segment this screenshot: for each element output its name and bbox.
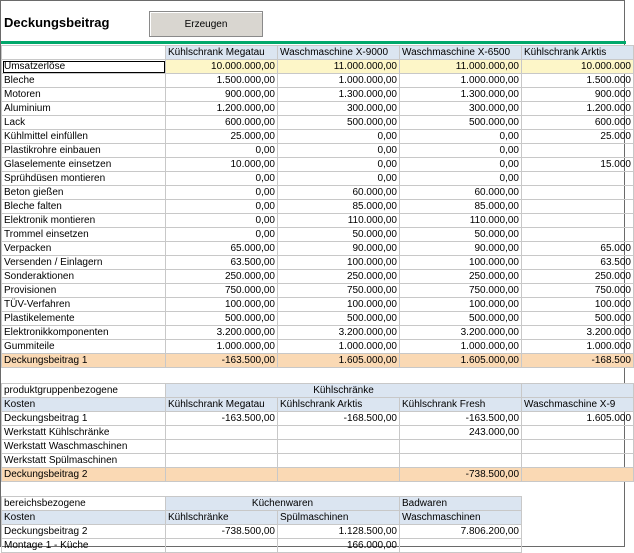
table-row	[2, 525, 522, 539]
group-header: Küchenwaren	[166, 497, 400, 511]
value-cell[interactable]: 500.000,00	[166, 312, 278, 326]
product-group-table	[1, 383, 634, 482]
value-cell[interactable]: 100.000,00	[278, 298, 400, 312]
total-cell[interactable]: -168.500	[522, 354, 634, 368]
value-cell[interactable]: 7.806.200,00	[400, 525, 522, 539]
value-cell[interactable]: 1.000.000	[522, 340, 634, 354]
value-cell[interactable]: 10.000.000,00	[166, 60, 278, 74]
value-cell[interactable]: 0,00	[166, 186, 278, 200]
column-header: Kühlschrank Arktis	[278, 398, 400, 412]
total-cell[interactable]: -163.500,00	[166, 354, 278, 368]
table-row	[2, 256, 634, 270]
value-cell[interactable]: 500.000,00	[278, 116, 400, 130]
value-cell[interactable]: 750.000,00	[278, 284, 400, 298]
row-label[interactable]: Deckungsbeitrag 1	[2, 412, 166, 426]
value-cell[interactable]: 300.000,00	[400, 102, 522, 116]
row-label[interactable]: Verpacken	[2, 242, 166, 256]
value-cell[interactable]: 85.000,00	[278, 200, 400, 214]
value-cell[interactable]: 11.000.000,00	[400, 60, 522, 74]
value-cell[interactable]	[522, 200, 634, 214]
value-cell[interactable]: 300.000,00	[278, 102, 400, 116]
value-cell[interactable]: 750.000,00	[166, 284, 278, 298]
value-cell[interactable]	[522, 172, 634, 186]
row-label[interactable]: Motoren	[2, 88, 166, 102]
value-cell[interactable]: 0,00	[166, 172, 278, 186]
value-cell[interactable]: 1.500.000,00	[166, 74, 278, 88]
value-cell[interactable]: 0,00	[166, 144, 278, 158]
value-cell[interactable]	[278, 454, 400, 468]
value-cell[interactable]: 100.000,00	[278, 256, 400, 270]
division-table	[1, 496, 522, 553]
value-cell[interactable]	[166, 539, 278, 553]
value-cell[interactable]: 85.000,00	[400, 200, 522, 214]
table-row	[2, 242, 634, 256]
table-row	[2, 74, 634, 88]
value-cell[interactable]: 500.000,00	[400, 116, 522, 130]
value-cell[interactable]: 11.000.000,00	[278, 60, 400, 74]
value-cell[interactable]: 500.000,00	[278, 312, 400, 326]
value-cell[interactable]: 1.605.000	[522, 412, 634, 426]
table-row	[2, 454, 634, 468]
row-label[interactable]: Sprühdüsen montieren	[2, 172, 166, 186]
total-cell[interactable]: -738.500,00	[400, 468, 522, 482]
row-label[interactable]: Aluminium	[2, 102, 166, 116]
value-cell[interactable]: 1.300.000,00	[400, 88, 522, 102]
column-header: Waschmaschine X-9000	[278, 46, 400, 60]
table-row	[2, 340, 634, 354]
contribution-table	[1, 45, 634, 368]
group-header: Badwaren	[400, 497, 522, 511]
value-cell[interactable]: 0,00	[166, 228, 278, 242]
value-cell[interactable]: 1.200.000	[522, 102, 634, 116]
section-heading: Kosten	[2, 398, 166, 412]
value-cell[interactable]: 25.000,00	[166, 130, 278, 144]
table-row	[2, 172, 634, 186]
group-header-row	[2, 497, 522, 511]
value-cell[interactable]: 250.000,00	[400, 270, 522, 284]
table-row	[2, 312, 634, 326]
value-cell[interactable]	[522, 186, 634, 200]
value-cell[interactable]	[166, 454, 278, 468]
row-label[interactable]: Werkstatt Kühlschränke	[2, 426, 166, 440]
column-header: Kühlschrank Megatau	[166, 398, 278, 412]
value-cell[interactable]: 1.000.000,00	[278, 340, 400, 354]
value-cell[interactable]	[278, 426, 400, 440]
column-header: Kühlschrank Arktis	[522, 46, 634, 60]
row-label[interactable]: Plastikrohre einbauen	[2, 144, 166, 158]
group-header-empty	[522, 384, 634, 398]
value-cell[interactable]	[522, 228, 634, 242]
table-row	[2, 144, 634, 158]
value-cell[interactable]: 1.300.000,00	[278, 88, 400, 102]
row-label[interactable]: Deckungsbeitrag 2	[2, 525, 166, 539]
row-label[interactable]: Montage 1 - Küche	[2, 539, 166, 553]
table-row	[2, 298, 634, 312]
value-cell[interactable]: 100.000,00	[400, 256, 522, 270]
row-label[interactable]: Trommel einsetzen	[2, 228, 166, 242]
total-cell[interactable]: 1.605.000,00	[278, 354, 400, 368]
value-cell[interactable]: 750.000	[522, 284, 634, 298]
total-cell[interactable]	[278, 468, 400, 482]
sheet-title: Deckungsbeitrag	[4, 15, 110, 30]
group-header: Kühlschränke	[166, 384, 522, 398]
value-cell[interactable]: 900.000,00	[166, 88, 278, 102]
table-row	[2, 440, 634, 454]
section-heading: produktgruppenbezogene	[2, 384, 166, 398]
value-cell[interactable]: 1.000.000,00	[400, 340, 522, 354]
table-row	[2, 158, 634, 172]
value-cell[interactable]: 110.000,00	[400, 214, 522, 228]
value-cell[interactable]: 600.000	[522, 116, 634, 130]
value-cell[interactable]	[522, 214, 634, 228]
value-cell[interactable]: 3.200.000	[522, 326, 634, 340]
row-label[interactable]: Kühlmittel einfüllen	[2, 130, 166, 144]
value-cell[interactable]	[522, 454, 634, 468]
row-label[interactable]: Umsatzerlöse	[2, 60, 166, 74]
value-cell[interactable]: 0,00	[400, 144, 522, 158]
row-label[interactable]: Plastikelemente	[2, 312, 166, 326]
row-label[interactable]: Bleche falten	[2, 200, 166, 214]
table-row	[2, 88, 634, 102]
total-row	[2, 468, 634, 482]
row-label[interactable]: Beton gießen	[2, 186, 166, 200]
value-cell[interactable]: 0,00	[278, 130, 400, 144]
value-cell[interactable]: 1.500.000	[522, 74, 634, 88]
value-cell[interactable]: 1.000.000,00	[278, 74, 400, 88]
column-header: Waschmaschine X-6500	[400, 46, 522, 60]
row-label[interactable]: Werkstatt Spülmaschinen	[2, 454, 166, 468]
value-cell[interactable]: 1.000.000,00	[400, 74, 522, 88]
header-row	[2, 46, 634, 60]
table-row	[2, 214, 634, 228]
row-label[interactable]: Sonderaktionen	[2, 270, 166, 284]
value-cell[interactable]: 600.000,00	[166, 116, 278, 130]
table-row	[2, 412, 634, 426]
column-header: Waschmaschine X-9	[522, 398, 634, 412]
row-label[interactable]: Glaselemente einsetzen	[2, 158, 166, 172]
value-cell[interactable]: 500.000,00	[400, 312, 522, 326]
value-cell[interactable]: 0,00	[278, 158, 400, 172]
value-cell[interactable]: 3.200.000,00	[278, 326, 400, 340]
table-row	[2, 116, 634, 130]
total-cell[interactable]	[522, 468, 634, 482]
value-cell[interactable]: 750.000,00	[400, 284, 522, 298]
value-cell[interactable]: 60.000,00	[278, 186, 400, 200]
value-cell[interactable]: -168.500,00	[278, 412, 400, 426]
value-cell[interactable]: 65.000	[522, 242, 634, 256]
value-cell[interactable]: 243.000,00	[400, 426, 522, 440]
table-row	[2, 284, 634, 298]
header-row	[2, 398, 634, 412]
table-row	[2, 228, 634, 242]
value-cell[interactable]: 250.000,00	[166, 270, 278, 284]
column-header: Kühlschrank Fresh	[400, 398, 522, 412]
value-cell[interactable]	[400, 454, 522, 468]
value-cell[interactable]: 900.000	[522, 88, 634, 102]
value-cell[interactable]: 3.200.000,00	[400, 326, 522, 340]
divider-bar	[1, 41, 626, 44]
row-label[interactable]: Bleche	[2, 74, 166, 88]
value-cell[interactable]: 0,00	[166, 214, 278, 228]
table-row	[2, 200, 634, 214]
section-heading: bereichsbezogene	[2, 497, 166, 511]
value-cell[interactable]	[166, 426, 278, 440]
table-row	[2, 60, 634, 74]
value-cell[interactable]	[400, 440, 522, 454]
header-row	[2, 511, 522, 525]
row-label[interactable]: Elektronikkomponenten	[2, 326, 166, 340]
row-label[interactable]: Werkstatt Waschmaschinen	[2, 440, 166, 454]
total-cell[interactable]: 1.605.000,00	[400, 354, 522, 368]
value-cell[interactable]: 50.000,00	[278, 228, 400, 242]
table-row	[2, 270, 634, 284]
value-cell[interactable]: -163.500,00	[400, 412, 522, 426]
value-cell[interactable]: 110.000,00	[278, 214, 400, 228]
value-cell[interactable]: 3.200.000,00	[166, 326, 278, 340]
column-header: Kühlschrank Megatau	[166, 46, 278, 60]
table-row	[2, 130, 634, 144]
corner-cell	[2, 46, 166, 60]
value-cell[interactable]: 0,00	[400, 130, 522, 144]
row-label[interactable]: Versenden / Einlagern	[2, 256, 166, 270]
value-cell[interactable]: 15.000	[522, 158, 634, 172]
value-cell[interactable]: 250.000	[522, 270, 634, 284]
value-cell[interactable]: 100.000,00	[166, 298, 278, 312]
value-cell[interactable]: 63.500,00	[166, 256, 278, 270]
value-cell[interactable]	[400, 539, 522, 553]
value-cell[interactable]: 0,00	[400, 172, 522, 186]
value-cell[interactable]: 0,00	[166, 200, 278, 214]
value-cell[interactable]: 500.000	[522, 312, 634, 326]
row-label[interactable]: Elektronik montieren	[2, 214, 166, 228]
value-cell[interactable]: 100.000,00	[400, 298, 522, 312]
value-cell[interactable]	[522, 144, 634, 158]
value-cell[interactable]: -163.500,00	[166, 412, 278, 426]
table-row	[2, 326, 634, 340]
value-cell[interactable]: 10.000,00	[166, 158, 278, 172]
section-heading: Kosten	[2, 511, 166, 525]
total-row	[2, 354, 634, 368]
value-cell[interactable]: 60.000,00	[400, 186, 522, 200]
table-row	[2, 186, 634, 200]
value-cell[interactable]	[522, 426, 634, 440]
row-label[interactable]: Provisionen	[2, 284, 166, 298]
value-cell[interactable]	[278, 440, 400, 454]
value-cell[interactable]: 1.000.000,00	[166, 340, 278, 354]
value-cell[interactable]: 65.000,00	[166, 242, 278, 256]
total-cell[interactable]	[166, 468, 278, 482]
value-cell[interactable]: 25.000	[522, 130, 634, 144]
total-label[interactable]: Deckungsbeitrag 2	[2, 468, 166, 482]
value-cell[interactable]: 1.128.500,00	[278, 525, 400, 539]
value-cell[interactable]: 0,00	[278, 172, 400, 186]
column-header: Waschmaschinen	[400, 511, 522, 525]
value-cell[interactable]: 100.000	[522, 298, 634, 312]
row-label[interactable]: TÜV-Verfahren	[2, 298, 166, 312]
value-cell[interactable]: 0,00	[278, 144, 400, 158]
value-cell[interactable]	[522, 440, 634, 454]
value-cell[interactable]	[166, 440, 278, 454]
value-cell[interactable]: 166.000,00	[278, 539, 400, 553]
group-header-row	[2, 384, 634, 398]
row-label[interactable]: Gummiteile	[2, 340, 166, 354]
table-row	[2, 102, 634, 116]
table-row	[2, 426, 634, 440]
value-cell[interactable]: 90.000,00	[400, 242, 522, 256]
table-row	[2, 539, 522, 553]
total-label[interactable]: Deckungsbeitrag 1	[2, 354, 166, 368]
column-header: Spülmaschinen	[278, 511, 400, 525]
row-label[interactable]: Lack	[2, 116, 166, 130]
value-cell[interactable]: 1.200.000,00	[166, 102, 278, 116]
value-cell[interactable]: -738.500,00	[166, 525, 278, 539]
value-cell[interactable]: 250.000,00	[278, 270, 400, 284]
value-cell[interactable]: 0,00	[400, 158, 522, 172]
value-cell[interactable]: 63.500	[522, 256, 634, 270]
value-cell[interactable]: 90.000,00	[278, 242, 400, 256]
column-header: Kühlschränke	[166, 511, 278, 525]
value-cell[interactable]: 10.000.000	[522, 60, 634, 74]
value-cell[interactable]: 50.000,00	[400, 228, 522, 242]
generate-button[interactable]: Erzeugen	[149, 11, 263, 37]
